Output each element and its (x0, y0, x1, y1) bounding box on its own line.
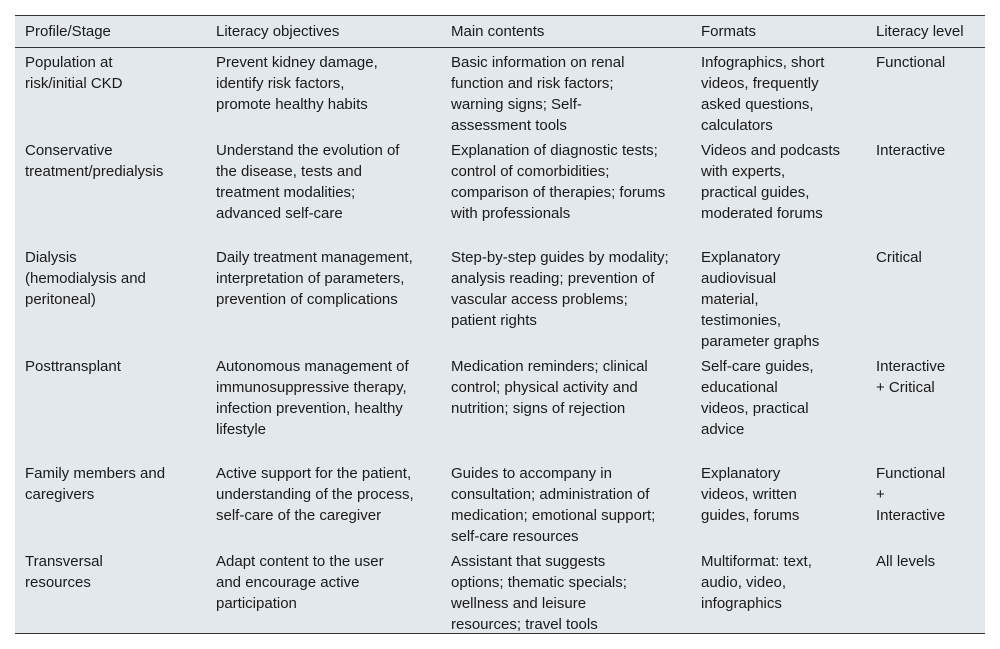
cell-level-text: Functional + Interactive (876, 464, 946, 524)
table-row (15, 136, 985, 243)
cell-formats-text: Infographics, short videos, frequently asked questions, calculators (701, 53, 825, 134)
cell-level: All levels (876, 552, 936, 570)
cell-contents-text: Step-by-step guides by modality; analysis reading; prevention of vascular access problems; patient rights (451, 248, 669, 329)
literacy-table-container (15, 15, 985, 634)
cell-objectives (216, 47, 451, 136)
cell-formats (701, 352, 876, 459)
cell-profile (15, 47, 216, 136)
cell-level-text: Interactive + Critical (876, 357, 946, 396)
cell-contents (451, 243, 701, 352)
table-row (15, 547, 985, 635)
cell-profile (15, 243, 216, 352)
cell-profile (15, 547, 216, 635)
cell-objectives-text: Autonomous management of immunosuppressive therapy, infection prevention, healthy lifestyle (216, 357, 409, 438)
cell-objectives-text: Understand the evolution of the disease, tests and treatment modalities; advanced self-care (216, 141, 400, 222)
cell-contents-text: Basic information on renal function and risk factors; warning signs; Self-assessment tools (451, 53, 625, 134)
cell-level: Interactive (876, 141, 946, 159)
cell-formats-text: Explanatory audiovisual material, testimonies, parameter graphs (701, 248, 820, 350)
cell-objectives (216, 547, 451, 635)
cell-level: Critical (876, 248, 922, 266)
cell-formats-text: Multiformat: text, audio, video, infographics (701, 552, 812, 612)
table-row (15, 243, 985, 352)
literacy-table (15, 16, 985, 635)
cell-contents-text: Medication reminders; clinical control; physical activity and nutrition; signs of rejection (451, 357, 648, 417)
table-header-row (15, 16, 985, 47)
cell-profile-text: Dialysis (hemodialysis and peritoneal) (25, 248, 146, 308)
cell-objectives (216, 352, 451, 459)
table-row (15, 459, 985, 547)
cell-contents (451, 352, 701, 459)
cell-formats (701, 47, 876, 136)
cell-contents-text: Explanation of diagnostic tests; control of comorbidities; comparison of therapies; forums with professionals (451, 141, 666, 222)
cell-profile (15, 136, 216, 243)
header-main-contents: Main contents (451, 16, 701, 47)
cell-formats (701, 547, 876, 635)
cell-objectives (216, 243, 451, 352)
cell-contents (451, 136, 701, 243)
cell-objectives-text: Prevent kidney damage, identify risk factors, promote healthy habits (216, 53, 378, 113)
cell-formats (701, 243, 876, 352)
cell-profile-text: Population at risk/initial CKD (25, 53, 123, 92)
header-literacy-level: Literacy level (876, 16, 985, 47)
header-formats: Formats (701, 16, 876, 47)
cell-level: Functional (876, 53, 946, 71)
cell-profile-text: Conservative treatment/predialysis (25, 141, 164, 180)
cell-objectives (216, 136, 451, 243)
cell-contents (451, 459, 701, 547)
cell-formats-text: Explanatory videos, written guides, forums (701, 464, 800, 524)
cell-objectives-text: Adapt content to the user and encourage active participation (216, 552, 384, 612)
cell-contents-text: Guides to accompany in consultation; administration of medication; emotional support; self-care resources (451, 464, 656, 545)
cell-formats (701, 459, 876, 547)
cell-contents (451, 47, 701, 136)
cell-formats-text: Self-care guides, educational videos, practical advice (701, 357, 814, 438)
cell-objectives (216, 459, 451, 547)
cell-profile-text: Transversal resources (25, 552, 103, 591)
cell-formats (701, 136, 876, 243)
header-profile-stage: Profile/Stage (15, 16, 216, 47)
table-row (15, 47, 985, 136)
table-row (15, 352, 985, 459)
cell-level (876, 459, 985, 547)
cell-level (876, 352, 985, 459)
cell-profile-text: Posttransplant (25, 357, 121, 375)
header-literacy-objectives: Literacy objectives (216, 16, 451, 47)
cell-objectives-text: Active support for the patient, understanding of the process, self-care of the caregiver (216, 464, 414, 524)
cell-profile-text: Family members and caregivers (25, 464, 166, 503)
cell-formats-text: Videos and podcasts with experts, practical guides, moderated forums (701, 141, 840, 222)
cell-contents-text: Assistant that suggests options; thematic specials; wellness and leisure resources; travel tools (451, 552, 627, 633)
cell-objectives-text: Daily treatment management, interpretation of parameters, prevention of complications (216, 248, 413, 308)
cell-profile (15, 459, 216, 547)
cell-profile (15, 352, 216, 459)
cell-contents (451, 547, 701, 635)
